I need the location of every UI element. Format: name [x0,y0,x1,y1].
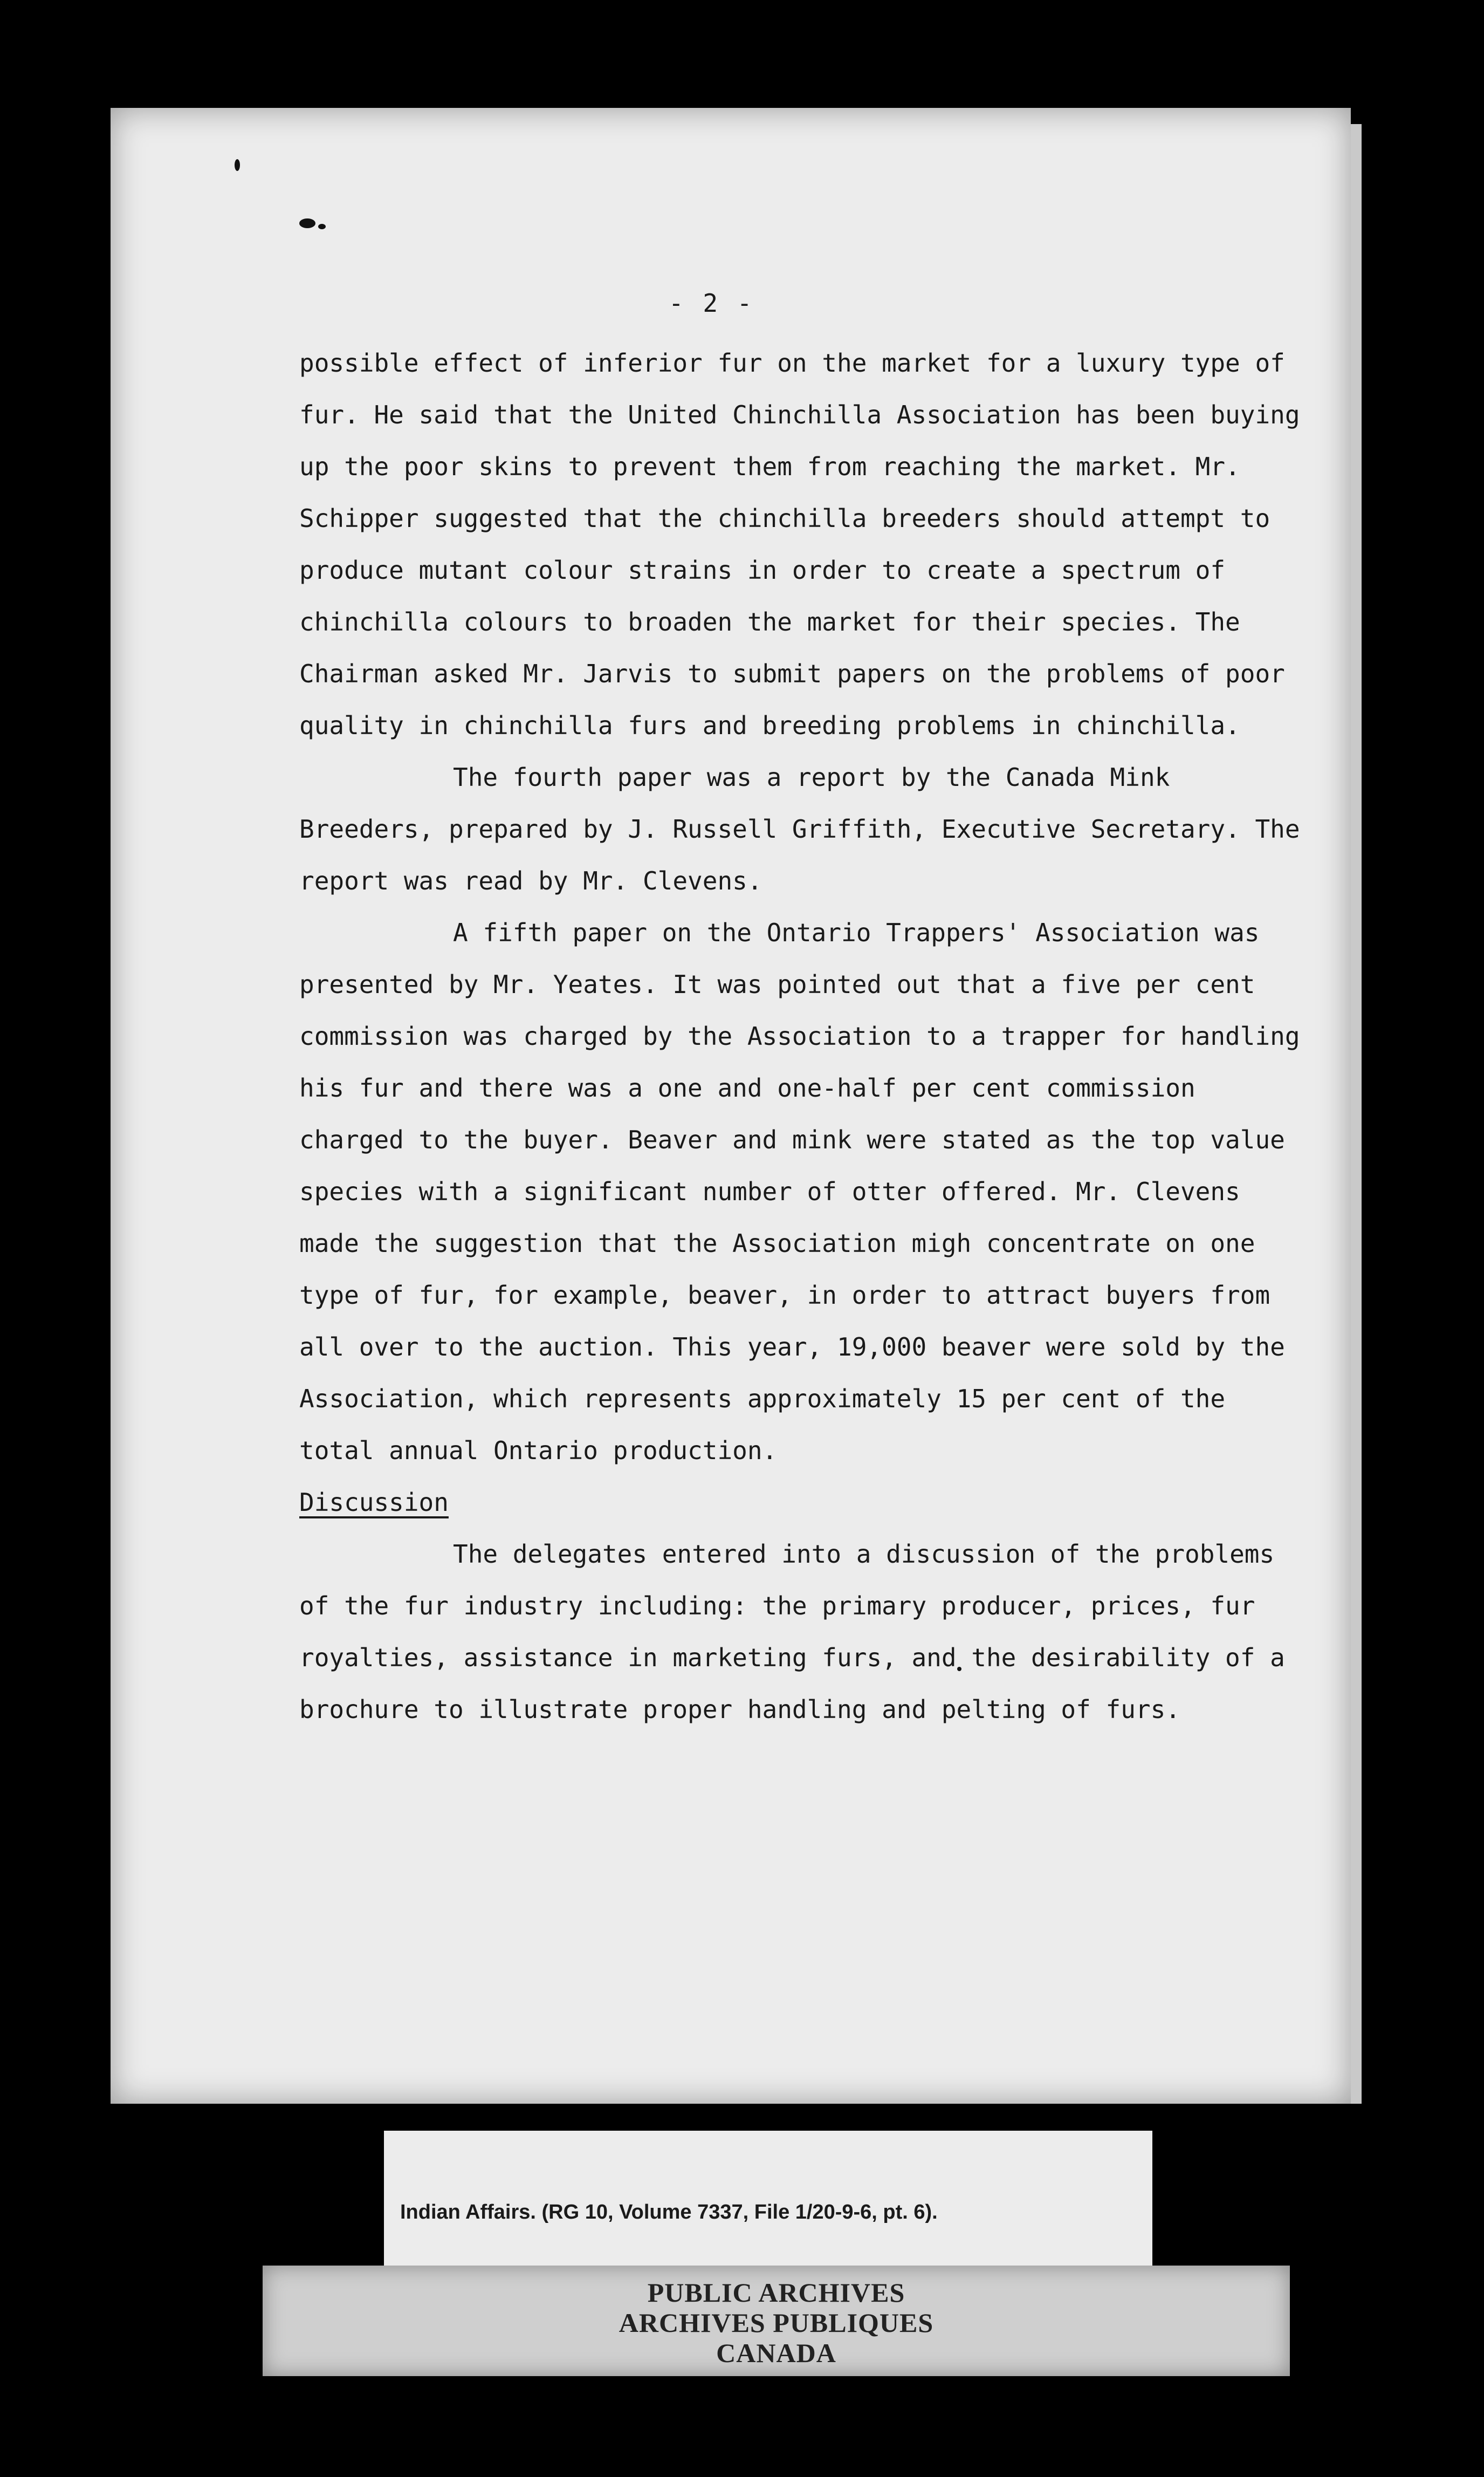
archive-stamp-line: CANADA [716,2338,836,2368]
page-number: - 2 - [669,289,754,318]
ink-speck [235,159,240,171]
archive-stamp-line: ARCHIVES PUBLIQUES [619,2308,934,2338]
paragraph-chinchilla: possible effect of inferior fur on the market for a luxury type of fur. He said that the United Chinchilla Association has been buying up the poor skins to prevent them from reaching the market. Mr. Schipper suggested that the chinchilla breeders should attempt to produce mutant colour strains in order to create a spectrum of chinchilla colours to broaden the market for their species. The Chairman asked Mr. Jarvis to submit papers on the problems of poor quality in chinchilla furs and breeding problems in chinchilla. [299,348,1300,740]
discussion-heading: Discussion [299,1488,449,1517]
paragraph-mink-breeders: The fourth paper was a report by the Canada Mink Breeders, prepared by J. Russell Griffith, Executive Secretary. The report was read by Mr. Clevens. [299,763,1300,895]
ink-speck [299,218,315,228]
archive-stamp-strip [263,2266,1290,2376]
archive-stamp [263,2277,1290,2368]
archive-stamp-line: PUBLIC ARCHIVES [647,2277,905,2308]
ink-speck [318,224,326,229]
citation-text: Indian Affairs. (RG 10, Volume 7337, File 1/20-9-6, pt. 6). [400,2201,938,2223]
citation-slip [384,2131,1152,2271]
paragraph-discussion: The delegates entered into a discussion of the problems of the fur industry including: the primary producer, prices, fur royalties, assistance in marketing furs, and the desirability of a brochure to illustrate proper handling and pelting of furs. [299,1539,1285,1724]
document-body [299,337,1308,1735]
paragraph-trappers-association: A fifth paper on the Ontario Trappers' Association was presented by Mr. Yeates. It was pointed out that a five per cent commission was charged by the Association to a trapper for handling his fur and there was a one and one-half per cent commission charged to the buyer. Beaver and mink were stated as the top value species with a significant number of otter offered. Mr. Clevens made the suggestion that the Association migh concentrate on one type of fur, for example, beaver, in order to attract buyers from all over to the auction. This year, 19,000 beaver were sold by the Association, which represents approximately 15 per cent of the total annual Ontario production. [299,918,1300,1465]
